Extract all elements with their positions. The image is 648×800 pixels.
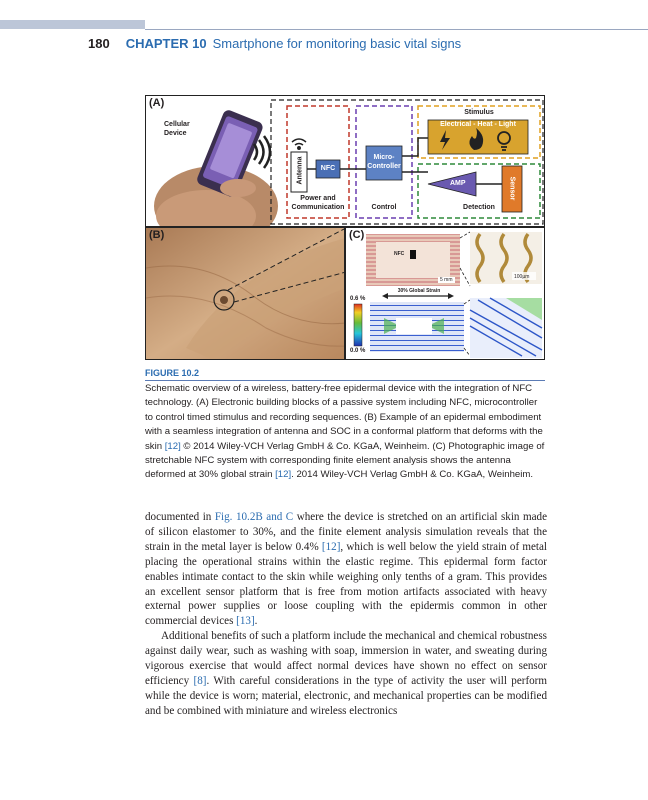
citation-link[interactable]: [12] — [164, 440, 181, 452]
caption-text: . 2014 Wiley-VCH Verlag GmbH & Co. KGaA, Weinheim. — [291, 469, 534, 481]
caption-text: © 2014 Wiley-VCH Verlag GmbH & Co. KGaA, Weinheim. (C) Photographic image of stretchable NFC system with corresponding finite element analysis shows the antenna deformed at 30% global strain — [145, 440, 545, 481]
figure-link[interactable]: Fig. 10.2B and C — [214, 511, 294, 523]
paragraph — [145, 510, 547, 629]
panel-c-label: (C) — [349, 229, 365, 241]
antenna-label: Antenna — [296, 156, 304, 185]
control-label: Control — [371, 204, 397, 211]
epidermal-device-photo — [146, 228, 345, 360]
figure-10-2 — [145, 95, 545, 360]
strain-scale-min: 0.0 % — [350, 348, 366, 354]
power-communication-label: Power and Communication — [291, 195, 345, 211]
nfc-label: NFC — [320, 165, 336, 172]
stimulus-label: Stimulus — [464, 109, 494, 116]
cellular-device-label: Cellular Device — [164, 121, 190, 137]
citation-link[interactable]: [8] — [193, 674, 207, 687]
panel-b-label: (B) — [149, 229, 165, 241]
detection-label: Detection — [463, 204, 495, 211]
paragraph — [145, 629, 547, 718]
text-run: . With careful considerations in the type of activity the user will perform while the device is worn; material, electronic, and mechanical properties can be modified and be combined with miniature and wireless electronics — [145, 674, 548, 717]
scale-bar-100um: 100µm — [514, 274, 530, 280]
chapter-title: Smartphone for monitoring basic vital signs — [212, 36, 462, 51]
stretchable-nfc-photos — [346, 228, 545, 360]
figure-caption — [145, 382, 547, 483]
panel-b — [145, 227, 345, 360]
text-run: . — [254, 615, 258, 628]
header-accent-bar — [0, 20, 145, 29]
running-header — [88, 36, 461, 51]
sensor-label: Sensor — [508, 176, 516, 201]
nfc-chip-label: NFC — [394, 251, 405, 257]
caption-text: Schematic overview of a wireless, battery-free epidermal device with the integration of NFC technology. (A) Electronic building blocks of a passive system including NFC, microcontroller to control timed stimulus and recording sequences. (B) Example of an epidermal embodiment with a seamless integration of antenna and SOC in a conformal platform that deforms with the skin — [145, 383, 543, 452]
text-run: where the device is stretched on an artificial skin made of silicon elastomer to 30%, and the finite element analysis simulation reveals that the strain in the metal layer is below 0.4% — [145, 511, 548, 553]
caption-rule — [145, 380, 545, 381]
stimulus-types-label: Electrical - Heat - Light — [440, 121, 516, 128]
microcontroller-label: Micro- Controller — [367, 154, 401, 170]
global-strain-label: 30% Global Strain — [397, 288, 441, 294]
chapter-number: CHAPTER 10 — [125, 36, 207, 51]
figure-title: FIGURE 10.2 — [145, 368, 200, 378]
page-number: 180 — [88, 36, 110, 51]
citation-link[interactable]: [13] — [236, 615, 255, 628]
text-run: Additional benefits of such a platform include the mechanical and chemical robustness against daily wear, such as washing with soap, immersion in water, and sweating during vigorous exercise that would affect normal devices have shown no effect on sensor efficiency — [145, 630, 547, 687]
citation-link[interactable]: [12] — [321, 540, 341, 553]
scale-bar-5mm: 5 mm — [440, 277, 453, 283]
wifi-icon — [292, 139, 306, 149]
panel-a — [145, 95, 545, 227]
panel-a-label: (A) — [149, 97, 165, 109]
amp-label: AMP — [450, 180, 466, 187]
body-text — [145, 510, 547, 719]
header-rule — [145, 29, 648, 30]
panel-c — [345, 227, 545, 360]
strain-scale-max: 0.6 % — [350, 296, 366, 302]
text-run: , which is well below the yield strain of metal placing the operational strains within the elastic regime. This epidermal form factor enables intimate contact to the skin while weighing only tenths of a gram. This provides an excellent sensor platform that is free from motion artifacts associated with heavy external power supplies or loose coupling with the epidermis common in other commercial devices — [145, 540, 547, 628]
text-run: documented in — [145, 511, 215, 523]
citation-link[interactable]: [12] — [275, 469, 292, 481]
